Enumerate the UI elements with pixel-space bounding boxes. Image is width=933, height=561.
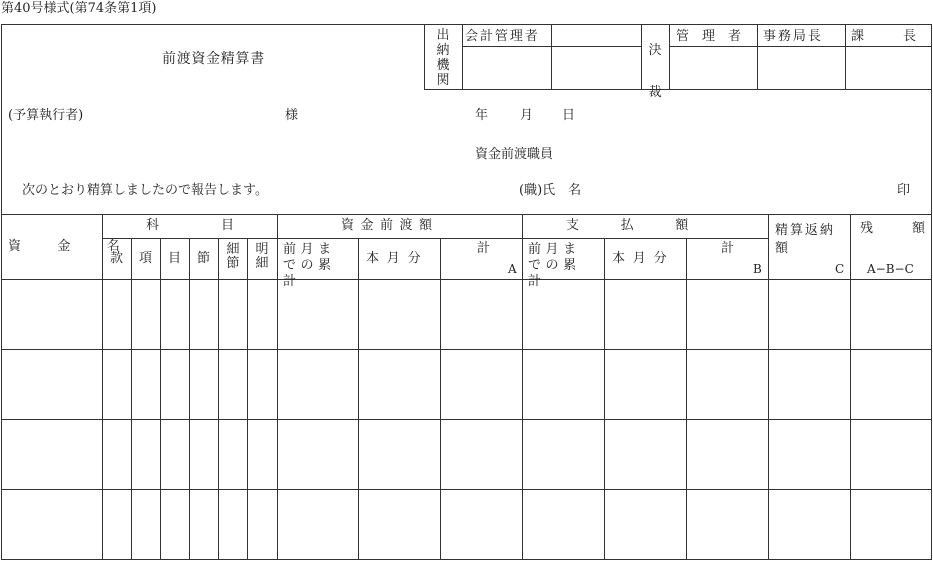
advance-prev-cumulative: 前月までの累計 bbox=[283, 242, 336, 289]
seal-label: 印 bbox=[897, 183, 911, 198]
payment-this-month: 本月分 bbox=[612, 251, 675, 266]
subject-header-right: 目 bbox=[221, 218, 235, 233]
honorific: 様 bbox=[285, 108, 299, 123]
form-designation: 第40号様式(第74条第1項) bbox=[1, 1, 157, 16]
table-subcol-line bbox=[358, 238, 359, 560]
table-row-line bbox=[1, 419, 932, 420]
executor-label: (予算執行者) bbox=[8, 108, 84, 123]
approval-divider bbox=[462, 46, 641, 47]
advance-total: 計 bbox=[477, 241, 491, 256]
subject-col-meisai: 明細 bbox=[255, 242, 269, 271]
date-month: 月 bbox=[520, 108, 534, 123]
approval-divider bbox=[757, 24, 758, 89]
subject-col-setsu: 節 bbox=[197, 251, 211, 266]
approval-divider bbox=[424, 24, 425, 89]
manager-label: 管 理 者 bbox=[676, 29, 742, 44]
document-title: 前渡資金精算書 bbox=[162, 51, 265, 67]
form-frame bbox=[1, 24, 932, 560]
section-chief-label: 課 長 bbox=[851, 29, 917, 44]
table-col-line bbox=[102, 214, 103, 560]
table-col-line bbox=[850, 214, 851, 560]
table-subcol-line bbox=[440, 238, 441, 560]
payment-total: 計 bbox=[721, 241, 735, 256]
table-subcol-line bbox=[247, 238, 248, 560]
refund-header: 精算返納額 bbox=[775, 223, 835, 256]
payment-prev-cumulative: 前月までの累計 bbox=[528, 242, 581, 289]
table-subcol-line bbox=[218, 238, 219, 560]
issuer-label: 出納機関 bbox=[436, 28, 450, 88]
subject-col-moku: 目 bbox=[168, 251, 182, 266]
secretary-general-label: 事務局長 bbox=[763, 29, 823, 44]
refund-code: C bbox=[835, 262, 845, 276]
table-header-bottom bbox=[1, 279, 932, 280]
table-header-split bbox=[102, 238, 768, 239]
table-col-line bbox=[522, 214, 523, 560]
approval-divider bbox=[669, 46, 932, 47]
name-label: (職)氏 名 bbox=[519, 183, 582, 198]
subject-header-left: 科 bbox=[146, 218, 160, 233]
date-year: 年 bbox=[475, 108, 489, 123]
fund-name-header: 資 金 名 bbox=[8, 239, 132, 254]
report-statement: 次のとおり精算しましたので報告します。 bbox=[22, 183, 268, 198]
table-row-line bbox=[1, 349, 932, 350]
table-row-line bbox=[1, 489, 932, 490]
subject-col-kou: 項 bbox=[139, 251, 153, 266]
approval-divider bbox=[462, 24, 463, 89]
balance-header: 残 額 bbox=[860, 221, 926, 236]
balance-formula: A−B−C bbox=[867, 262, 914, 276]
table-subcol-line bbox=[131, 238, 132, 560]
subject-col-kan: 款 bbox=[110, 251, 124, 266]
table-subcol-line bbox=[686, 238, 687, 560]
table-subcol-line bbox=[160, 238, 161, 560]
date-day: 日 bbox=[562, 108, 576, 123]
table-col-line bbox=[277, 214, 278, 560]
table-top-line bbox=[1, 214, 932, 215]
advance-header: 資金前渡額 bbox=[341, 218, 439, 233]
approval-divider bbox=[669, 24, 670, 89]
advance-total-code: A bbox=[508, 262, 517, 276]
header-bottom-line bbox=[424, 89, 932, 90]
table-col-line bbox=[768, 214, 769, 560]
payment-total-code: B bbox=[753, 262, 762, 276]
decision-label: 決裁 bbox=[648, 43, 662, 100]
staff-label: 資金前渡職員 bbox=[475, 147, 554, 162]
payment-header: 支 払 額 bbox=[566, 218, 703, 233]
accounting-manager-label: 会計管理者 bbox=[465, 29, 540, 44]
approval-divider bbox=[641, 24, 642, 89]
table-subcol-line bbox=[604, 238, 605, 560]
approval-divider bbox=[845, 24, 846, 89]
approval-divider bbox=[551, 24, 552, 89]
table-subcol-line bbox=[189, 238, 190, 560]
advance-this-month: 本月分 bbox=[366, 251, 429, 266]
subject-col-saisetsu: 細節 bbox=[226, 242, 240, 271]
